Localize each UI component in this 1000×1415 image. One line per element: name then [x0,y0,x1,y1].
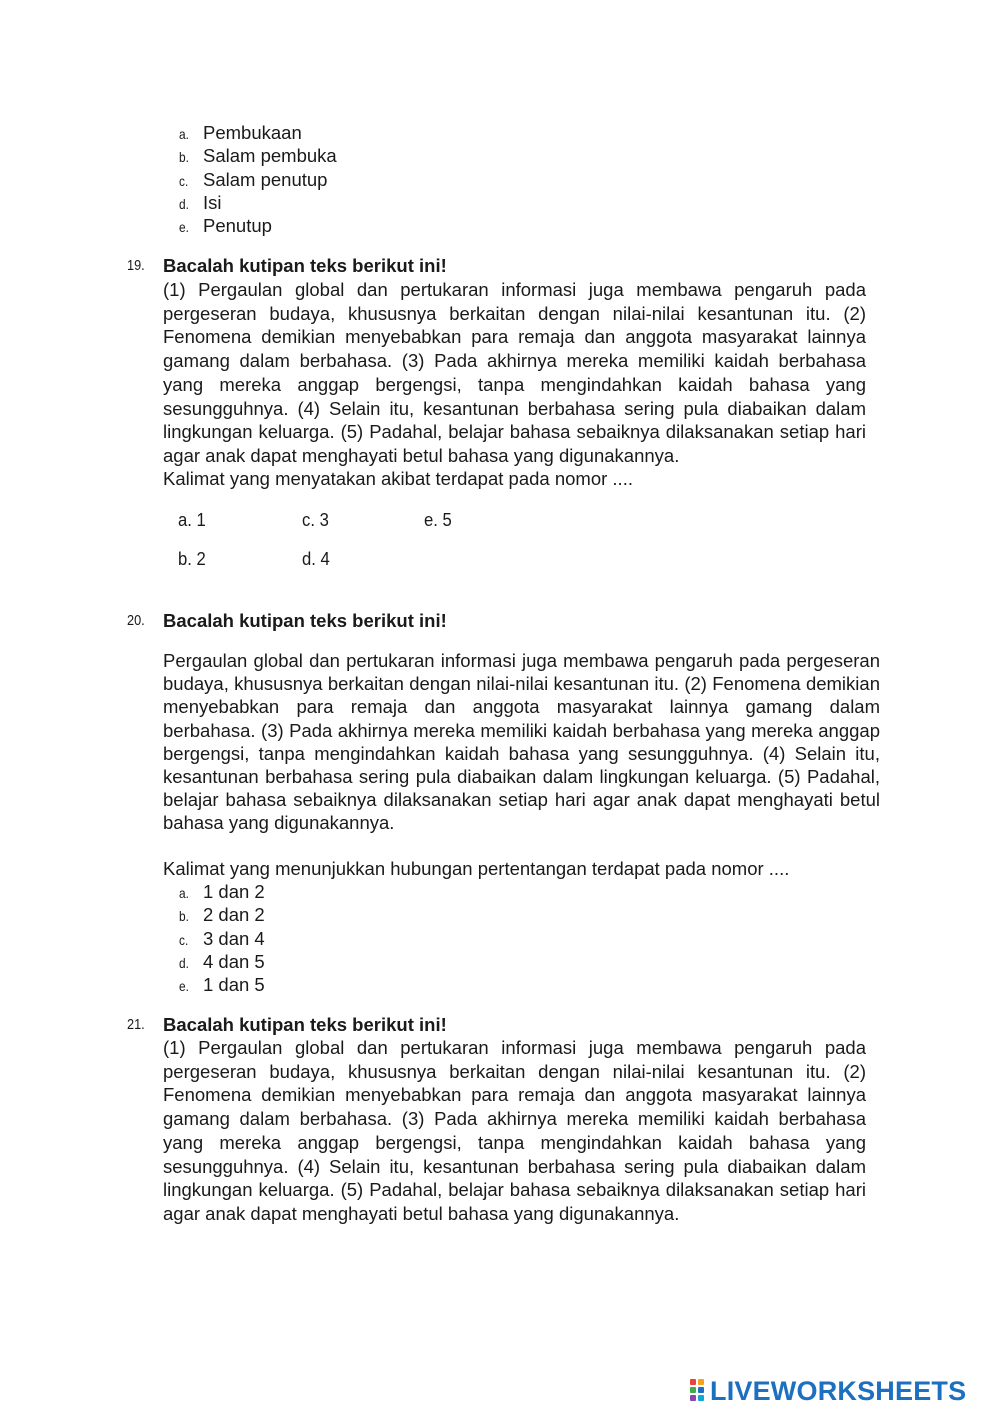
q19-option-c[interactable]: c. 3 [302,509,329,530]
q20-option-a[interactable]: a. 1 dan 2 [179,881,265,902]
q19-option-e[interactable]: e. 5 [424,509,452,530]
q20-number: 20. [127,612,145,629]
q20-option-c[interactable]: c. 3 dan 4 [179,927,265,949]
q19-option-a[interactable]: a. 1 [178,509,206,530]
q20-prompt: Kalimat yang menunjukkan hubungan pertentangan terdapat pada nomor .... [163,858,790,879]
q19-passage: (1) Pergaulan global dan pertukaran informasi juga membawa pengaruh pada pergeseran budaya, khususnya berkaitan dengan nilai-nilai kesantunan itu. (2) Fenomena demikian menyebabkan para remaja dan anggota masyarakat lainnya gamang dalam berbahasa. (3) Pada akhirnya mereka memiliki kaidah berbahasa yang mereka anggap bergengsi, tanpa mengindahkan kaidah bahasa yang sesungguhnya. (4) Selain itu, kesantunan berbahasa sering pula diabaikan dalam lingkungan keluarga. (5) Padahal, belajar bahasa sebaiknya dilaksanakan setiap hari agar anak dapat menghayati betul bahasa yang digunakannya. [163,279,866,466]
q18-options [179,121,337,237]
liveworksheets-logo [690,1374,966,1408]
liveworksheets-logo-icon [690,1379,706,1403]
q21-heading: Bacalah kutipan teks berikut ini! [163,1014,447,1035]
q20-option-e[interactable]: e. 1 dan 5 [179,974,265,996]
q20-passage: Pergaulan global dan pertukaran informasi juga membawa pengaruh pada pergeseran budaya, khususnya berkaitan dengan nilai-nilai kesantunan itu. (2) Fenomena demikian menyebabkan para remaja dan anggota masyarakat lainnya gamang dalam berbahasa. (3) Pada akhirnya mereka memiliki kaidah berbahasa yang mereka anggap bergengsi, tanpa mengindahkan kaidah bahasa yang sesungguhnya. (4) Selain itu, kesantunan berbahasa sering pula diabaikan dalam lingkungan keluarga. (5) Padahal, belajar bahasa sebaiknya dilaksanakan setiap hari agar anak dapat menghayati betul bahasa yang digunakannya. [163,650,880,834]
q20-options [179,880,265,996]
q21-passage: (1) Pergaulan global dan pertukaran informasi juga membawa pengaruh pada pergeseran budaya, khususnya berkaitan dengan nilai-nilai kesantunan itu. (2) Fenomena demikian menyebabkan para remaja dan anggota masyarakat lainnya gamang dalam berbahasa. (3) Pada akhirnya mereka memiliki kaidah berbahasa yang mereka anggap bergengsi, tanpa mengindahkan kaidah bahasa yang sesungguhnya. (4) Selain itu, kesantunan berbahasa sering pula diabaikan dalam lingkungan keluarga. (5) Padahal, belajar bahasa sebaiknya dilaksanakan setiap hari agar anak dapat menghayati betul bahasa yang digunakannya. [163,1037,866,1224]
q19-prompt: Kalimat yang menyatakan akibat terdapat pada nomor .... [163,468,633,489]
q18-option-c[interactable]: c. Salam penutup [179,168,328,190]
q18-option-e[interactable]: e. Penutup [179,215,272,237]
q20-option-b[interactable]: b. 2 dan 2 [179,904,265,926]
q18-option-b[interactable]: b. Salam pembuka [179,145,337,167]
q20-option-d[interactable]: d. 4 dan 5 [179,950,265,972]
q21-number: 21. [127,1016,145,1033]
q18-option-d[interactable]: d. Isi [179,191,222,213]
liveworksheets-logo-text: LIVEWORKSHEETS [710,1375,967,1406]
q19-heading: Bacalah kutipan teks berikut ini! [163,255,447,276]
q18-option-a[interactable]: a. Pembukaan [179,122,302,143]
q19-number: 19. [127,257,145,274]
q19-option-d[interactable]: d. 4 [302,548,330,569]
q19-option-b[interactable]: b. 2 [178,548,206,569]
q20-heading: Bacalah kutipan teks berikut ini! [163,610,447,631]
